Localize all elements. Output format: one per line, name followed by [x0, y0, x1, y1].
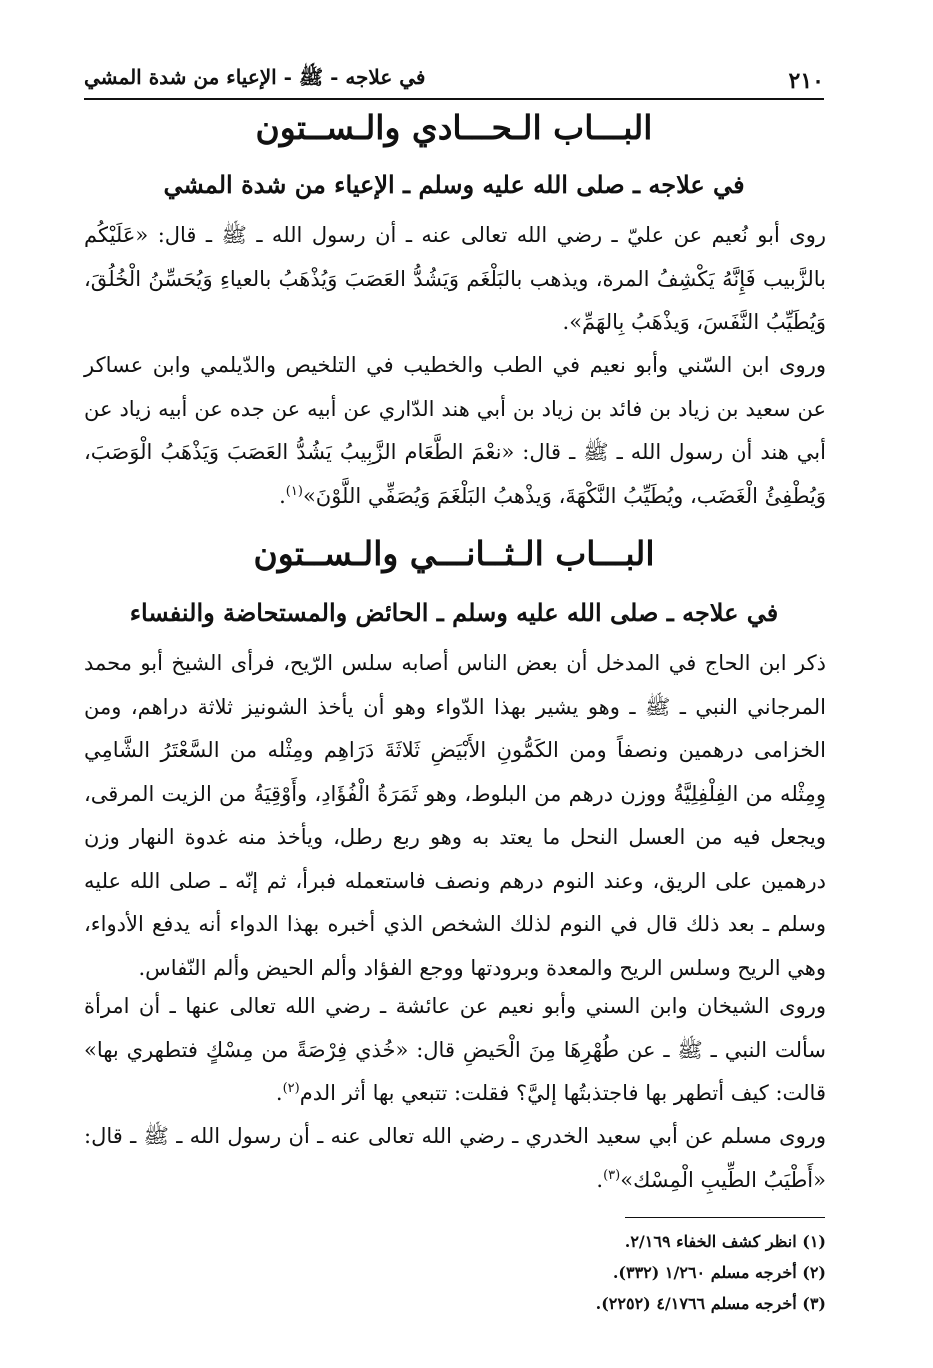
paragraph: وروى مسلم عن أبي سعيد الخدري ـ رضي الله تعالى عنه ـ أن رسول الله ـ ﷺ ـ قال: «أَطْيَبُ الطِّيبِ الْمِسْك»$^{(٣)}$. — [84, 1124, 826, 1192]
footnote: (٢) أخرجه مسلم ١/٢٦٠ (٣٣٢). — [612, 1263, 826, 1282]
paragraph-text: روى أبو نُعيم عن عليّ ـ رضي الله تعالى عنه ـ أن رسول الله ـ ﷺ ـ قال: «عَلَيْكُم بالزَّبيب فَإِنَّهُ يَكْشِفُ المرة، ويذهب بالبَلْغَم وَيَشُدُّ العَصَبَ وَيُذْهَبُ بالعياءِ وَيُحَسِّنُ الْخُلُقَ، وَيُطَيِّبُ النَّفَسَ، وَيذْهَبُ بِالهَمِّ». — [84, 223, 826, 334]
paragraph — [84, 214, 826, 345]
footnote-reference[interactable]: (٣) — [603, 1167, 621, 1183]
footnote-divider — [625, 1217, 825, 1218]
chapter-heading: البـــاب الـثــانـــي والـســتون — [253, 534, 655, 573]
paragraph-text: وروى ابن السّني وأبو نعيم في الطب والخطيب في التلخيص والدّيلمي وابن عساكر عن سعيد بن زياد بن فائد بن زياد بن أبي هند الدّاري عن أبيه عن جده عن أبيه زياد عن أبي هند أن رسول الله ـ ﷺ ـ قال: «نعْمَ الطَّعَام الزَّبِيبُ يَشُدُّ العَصَبَ وَيَذْهَبُ الْوَصَبَ، وَيُطْفِئُ الْغَضَب، ويُطَيِّبُ النَّكْهَةَ، وَيذْهبُ البَلْغَمَ وَيُصَفِّي اللَّوْنَ» — [84, 353, 826, 508]
paragraph: وروى الشيخان وابن السني وأبو نعيم عن عائشة ـ رضي الله تعالى عنها ـ أن امرأة سألت النبي ـ ﷺ ـ عن طُهْرِهَا مِنَ الْحَيضِ قال: «خُذي فِرْصَةً من مِسْكٍ فتطهري بها» قالت: كيف أتطهر بها فاجتذبتُها إليَّ؟ فقلت: تتبعي بها أثر الدم$^{(٢)}$. — [84, 994, 826, 1105]
header-divider — [84, 98, 824, 100]
footnote: (١) انظر كشف الخفاء ٢/١٦٩. — [624, 1232, 826, 1251]
paragraph — [84, 642, 826, 990]
running-head — [84, 58, 824, 98]
footnote-reference[interactable]: (٢) — [282, 1081, 300, 1096]
chapter-subheading: في علاجه ـ صلى الله عليه وسلم ـ الإعياء من شدة المشي — [163, 170, 745, 199]
paragraph-text: ذكر ابن الحاج في المدخل أن بعض الناس أصابه سلس الرّيح، فرأى الشيخ أبو محمد المرجاني النبي ـ ﷺ ـ وهو يشير بهذا الدّواء وهو أن يأخذ الشونيز ثلاثة دراهم، ومن الخزامى درهمين ونصفاً ومن الكَمُّونِ الأَبْيَضِ ثَلاثَةَ دَرَاهِم ومِثْله من السَّعْتَرُ الشَّامِي وِمِثْله من الفِلْفِلِيَّةُ ووزن درهم من البلوط، وهو ثَمَرَةُ الْفُؤَادِ، وأَوْقِيَةُ من الزيت المرقى، ويجعل فيه من العسل النحل ما يعتد به وهو ربع رطل، ويأخذ منه غدوة النهار وزن درهمين على الريق، وعند النوم درهم ونصف فاستعمله فبرأ، ثم إنّه ـ صلى الله عليه وسلم ـ بعد ذلك قال في النوم لذلك الشخص الذي أخبره بهذا الدواء أنه يدفع الأدواء، وهي الريح وسلس الريح والمعدة وبرودتها ووجع الفؤاد وألم الحيض وألم النّفاس. — [84, 651, 826, 980]
chapter-subheading: في علاجه ـ صلى الله عليه وسلم ـ الحائض والمستحاضة والنفساء — [129, 598, 779, 627]
chapter-heading: البـــاب الـحـــادي والـســتون — [255, 108, 653, 147]
paragraph-text: وروى مسلم عن أبي سعيد الخدري ـ رضي الله تعالى عنه ـ أن رسول الله ـ ﷺ ـ قال: «أَطْيَبُ الطِّيبِ الْمِسْك» — [84, 1124, 826, 1192]
paragraph-text: وروى الشيخان وابن السني وأبو نعيم عن عائشة ـ رضي الله تعالى عنها ـ أن امرأة سألت النبي ـ ﷺ ـ عن طُهْرِهَا مِنَ الْحَيضِ قال: «خُذي فِرْصَةً من مِسْكٍ فتطهري بها» قالت: كيف أتطهر بها فاجتذبتُها إليَّ؟ فقلت: تتبعي بها أثر الدم — [84, 994, 826, 1105]
paragraph: وروى ابن السّني وأبو نعيم في الطب والخطيب في التلخيص والدّيلمي وابن عساكر عن سعيد بن زياد بن فائد بن زياد بن أبي هند الدّاري عن أبيه عن جده عن أبيه زياد عن أبي هند أن رسول الله ـ ﷺ ـ قال: «نعْمَ الطَّعَام الزَّبِيبُ يَشُدُّ العَصَبَ وَيَذْهَبُ الْوَصَبَ، وَيُطْفِئُ الْغَضَب، ويُطَيِّبُ النَّكْهَةَ، وَيذْهبُ البَلْغَمَ وَيُصَفِّي اللَّوْنَ»$^{(١)}$. — [84, 353, 826, 508]
footnote-reference[interactable]: (١) — [285, 483, 303, 499]
page-number: ٢١٠ — [788, 68, 824, 94]
running-title: في علاجه - ﷺ - الإعياء من شدة المشي — [84, 65, 426, 89]
footnote: (٣) أخرجه مسلم ٤/١٧٦٦ (٢٢٥٢). — [595, 1294, 826, 1313]
